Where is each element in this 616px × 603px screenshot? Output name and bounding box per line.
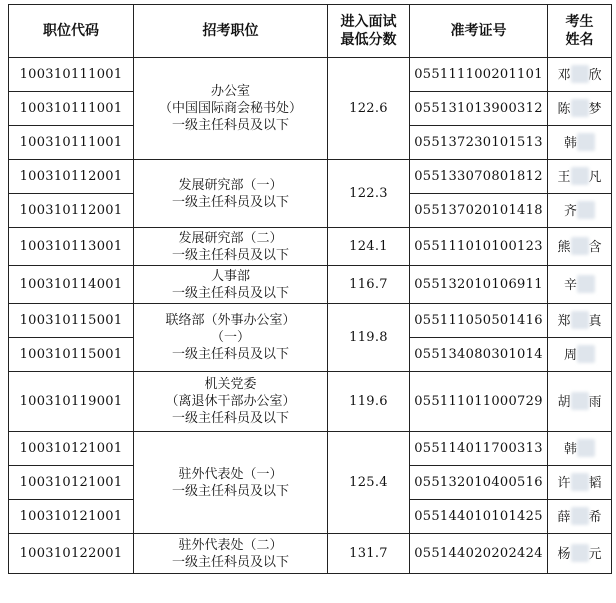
name-last-char: 雨: [588, 395, 602, 410]
name-first-char: 杨: [557, 547, 571, 562]
name-first-char: 周: [563, 348, 577, 363]
position-code-cell: 100310111001: [9, 126, 134, 160]
name-first-char: 许: [557, 476, 571, 491]
candidate-name-cell: [548, 500, 612, 534]
min-score-cell: 116.7: [328, 266, 410, 304]
candidate-name-cell: [548, 92, 612, 126]
name-first-char: 熊: [557, 240, 571, 255]
min-score-cell: 124.1: [328, 228, 410, 266]
name-first-char: 胡: [557, 395, 571, 410]
position-code-cell: 100310119001: [9, 372, 134, 432]
position-title-cell: 发展研究部（一） 一级主任科员及以下: [134, 160, 328, 228]
redaction-blur: [571, 167, 589, 185]
ticket-number-cell: 055133070801812: [410, 160, 548, 194]
name-last-char: 韬: [588, 476, 602, 491]
header-score: 进入面试 最低分数: [328, 5, 410, 58]
interview-score-table: [8, 4, 612, 574]
position-code-cell: 100310114001: [9, 266, 134, 304]
name-last-char: 含: [588, 240, 602, 255]
ticket-number-cell: 055137230101513: [410, 126, 548, 160]
position-code-cell: 100310112001: [9, 160, 134, 194]
position-code-cell: 100310115001: [9, 338, 134, 372]
table-row: [9, 266, 612, 304]
position-title-cell: 机关党委 （离退休干部办公室） 一级主任科员及以下: [134, 372, 328, 432]
ticket-number-cell: 055144010101425: [410, 500, 548, 534]
redaction-blur: [577, 275, 595, 293]
name-first-char: 辛: [563, 278, 577, 293]
name-first-char: 韩: [563, 136, 577, 151]
min-score-cell: 125.4: [328, 432, 410, 534]
position-code-cell: 100310121001: [9, 432, 134, 466]
name-first-char: 陈: [557, 102, 571, 117]
header-name: 考生 姓名: [548, 5, 612, 58]
ticket-number-cell: 055111011000729: [410, 372, 548, 432]
candidate-name-cell: [548, 338, 612, 372]
position-title-cell: 人事部 一级主任科员及以下: [134, 266, 328, 304]
candidate-name-cell: [548, 160, 612, 194]
name-last-char: 希: [588, 510, 602, 525]
candidate-name-cell: [548, 266, 612, 304]
table-row: [9, 58, 612, 92]
name-first-char: 邓: [557, 68, 571, 83]
candidate-name-cell: [548, 304, 612, 338]
position-code-cell: 100310111001: [9, 92, 134, 126]
candidate-name-cell: [548, 194, 612, 228]
position-code-cell: 100310121001: [9, 466, 134, 500]
table-row: [9, 304, 612, 338]
min-score-cell: 119.6: [328, 372, 410, 432]
ticket-number-cell: 055114011700313: [410, 432, 548, 466]
ticket-number-cell: 055111050501416: [410, 304, 548, 338]
position-code-cell: 100310112001: [9, 194, 134, 228]
header-ticket: 准考证号: [410, 5, 548, 58]
position-title-cell: 办公室 （中国国际商会秘书处） 一级主任科员及以下: [134, 58, 328, 160]
name-last-char: 欣: [588, 68, 602, 83]
candidate-name-cell: [548, 126, 612, 160]
candidate-name-cell: [548, 58, 612, 92]
ticket-number-cell: 055132010106911: [410, 266, 548, 304]
ticket-number-cell: 055137020101418: [410, 194, 548, 228]
redaction-blur: [571, 311, 589, 329]
name-last-char: 梦: [588, 102, 602, 117]
candidate-name-cell: [548, 372, 612, 432]
ticket-number-cell: 055111100201101: [410, 58, 548, 92]
min-score-cell: 131.7: [328, 534, 410, 574]
name-first-char: 齐: [563, 204, 577, 219]
redaction-blur: [577, 345, 595, 363]
table-row: [9, 160, 612, 194]
position-title-cell: 发展研究部（二） 一级主任科员及以下: [134, 228, 328, 266]
table-row: [9, 372, 612, 432]
name-first-char: 郑: [557, 314, 571, 329]
candidate-name-cell: [548, 466, 612, 500]
name-last-char: 真: [588, 314, 602, 329]
redaction-blur: [571, 507, 589, 525]
name-first-char: 韩: [563, 442, 577, 457]
redaction-blur: [577, 201, 595, 219]
ticket-number-cell: 055134080301014: [410, 338, 548, 372]
ticket-number-cell: 055144020202424: [410, 534, 548, 574]
redaction-blur: [571, 65, 589, 83]
name-first-char: 薛: [557, 510, 571, 525]
position-code-cell: 100310111001: [9, 58, 134, 92]
redaction-blur: [571, 237, 589, 255]
redaction-blur: [577, 439, 595, 457]
redaction-blur: [571, 99, 589, 117]
min-score-cell: 119.8: [328, 304, 410, 372]
min-score-cell: 122.6: [328, 58, 410, 160]
ticket-number-cell: 055132010400516: [410, 466, 548, 500]
position-code-cell: 100310122001: [9, 534, 134, 574]
redaction-blur: [571, 544, 589, 562]
table-row: [9, 228, 612, 266]
redaction-blur: [571, 392, 589, 410]
position-code-cell: 100310113001: [9, 228, 134, 266]
candidate-name-cell: [548, 432, 612, 466]
name-first-char: 王: [557, 170, 571, 185]
header-row: [9, 5, 612, 58]
redaction-blur: [577, 133, 595, 151]
header-code: 职位代码: [9, 5, 134, 58]
min-score-cell: 122.3: [328, 160, 410, 228]
position-title-cell: 联络部（外事办公室） （一） 一级主任科员及以下: [134, 304, 328, 372]
candidate-name-cell: [548, 228, 612, 266]
position-code-cell: 100310121001: [9, 500, 134, 534]
ticket-number-cell: 055131013900312: [410, 92, 548, 126]
table-row: [9, 534, 612, 574]
position-title-cell: 驻外代表处（一） 一级主任科员及以下: [134, 432, 328, 534]
redaction-blur: [571, 473, 589, 491]
header-position: 招考职位: [134, 5, 328, 58]
position-code-cell: 100310115001: [9, 304, 134, 338]
name-last-char: 元: [588, 547, 602, 562]
ticket-number-cell: 055111010100123: [410, 228, 548, 266]
table-row: [9, 432, 612, 466]
name-last-char: 凡: [588, 170, 602, 185]
candidate-name-cell: [548, 534, 612, 574]
position-title-cell: 驻外代表处（二） 一级主任科员及以下: [134, 534, 328, 574]
